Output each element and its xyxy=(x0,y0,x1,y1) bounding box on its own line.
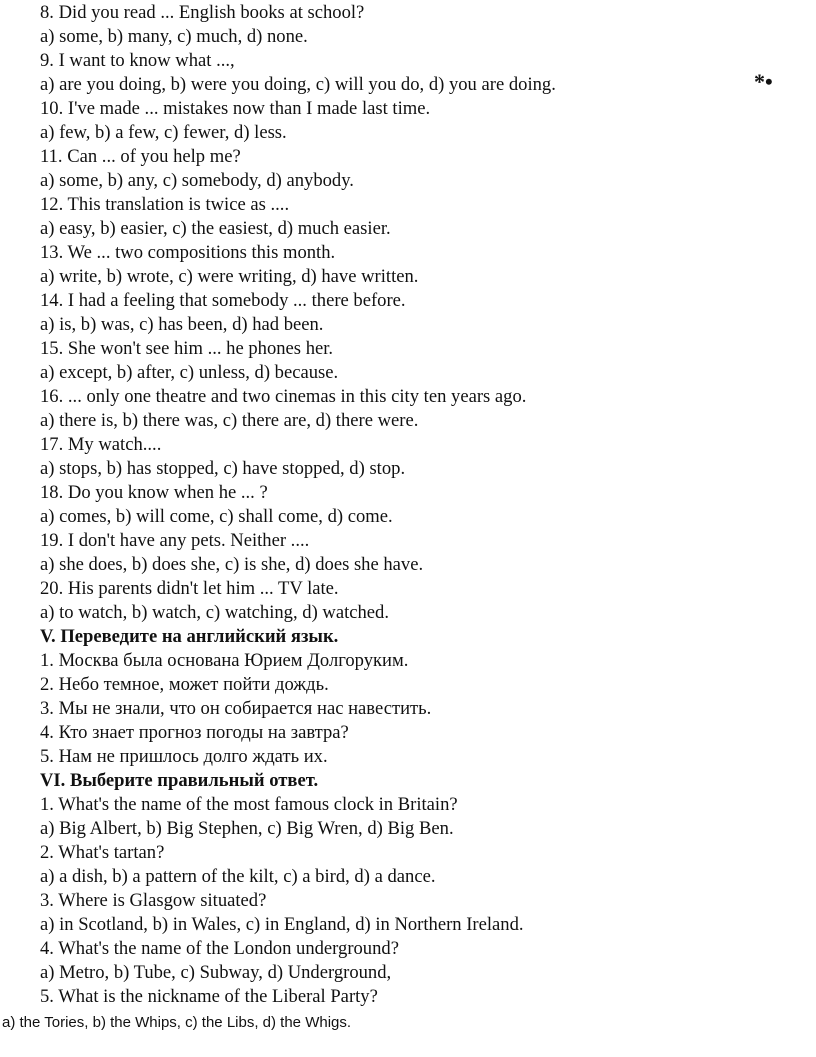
translate-item-1: 1. Москва была основана Юрием Долгоруким. xyxy=(40,650,409,671)
options-16: a) there is, b) there was, c) there are, d) there were. xyxy=(40,410,419,431)
quiz-question-2: 2. What's tartan? xyxy=(40,842,165,863)
quiz-options-3: a) in Scotland, b) in Wales, c) in England, d) in Northern Ireland. xyxy=(40,914,524,935)
question-10: 10. I've made ... mistakes now than I made last time. xyxy=(40,98,431,119)
quiz-question-3: 3. Where is Glasgow situated? xyxy=(40,890,267,911)
options-13: a) write, b) wrote, c) were writing, d) have written. xyxy=(40,266,419,287)
translate-item-3: 3. Мы не знали, что он собирается нас навестить. xyxy=(40,698,432,719)
question-11: 11. Can ... of you help me? xyxy=(40,146,241,167)
quiz-options-2: a) a dish, b) a pattern of the kilt, c) a bird, d) a dance. xyxy=(40,866,436,887)
options-18: a) comes, b) will come, c) shall come, d) come. xyxy=(40,506,393,527)
options-10: a) few, b) a few, c) fewer, d) less. xyxy=(40,122,287,143)
translate-item-5: 5. Нам не пришлось долго ждать их. xyxy=(40,746,328,767)
question-18: 18. Do you know when he ... ? xyxy=(40,482,268,503)
quiz-question-5: 5. What is the nickname of the Liberal Party? xyxy=(40,986,378,1007)
margin-mark: *• xyxy=(754,69,773,94)
options-11: a) some, b) any, c) somebody, d) anybody. xyxy=(40,170,354,191)
options-15: a) except, b) after, c) unless, d) because. xyxy=(40,362,339,383)
options-19: a) she does, b) does she, c) is she, d) does she have. xyxy=(40,554,424,575)
translate-item-2: 2. Небо темное, может пойти дождь. xyxy=(40,674,329,695)
options-20: a) to watch, b) watch, c) watching, d) watched. xyxy=(40,602,390,623)
quiz-options-4: a) Metro, b) Tube, c) Subway, d) Underground, xyxy=(40,962,392,983)
question-14: 14. I had a feeling that somebody ... there before. xyxy=(40,290,406,311)
quiz-options-5: a) the Tories, b) the Whips, c) the Libs, d) the Whigs. xyxy=(2,1014,352,1031)
question-19: 19. I don't have any pets. Neither .... xyxy=(40,530,310,551)
question-17: 17. My watch.... xyxy=(40,434,162,455)
options-9: a) are you doing, b) were you doing, c) will you do, d) you are doing. xyxy=(40,74,556,95)
options-8: a) some, b) many, c) much, d) none. xyxy=(40,26,308,47)
question-15: 15. She won't see him ... he phones her. xyxy=(40,338,334,359)
translate-item-4: 4. Кто знает прогноз погоды на завтра? xyxy=(40,722,349,743)
question-8: 8. Did you read ... English books at school? xyxy=(40,2,365,23)
question-9: 9. I want to know what ..., xyxy=(40,50,235,71)
options-12: a) easy, b) easier, c) the easiest, d) much easier. xyxy=(40,218,391,239)
section-vi-heading: VI. Выберите правильный ответ. xyxy=(40,770,319,791)
question-16: 16. ... only one theatre and two cinemas in this city ten years ago. xyxy=(40,386,527,407)
question-13: 13. We ... two compositions this month. xyxy=(40,242,336,263)
question-20: 20. His parents didn't let him ... TV late. xyxy=(40,578,339,599)
options-14: a) is, b) was, c) has been, d) had been. xyxy=(40,314,324,335)
options-17: a) stops, b) has stopped, c) have stopped, d) stop. xyxy=(40,458,406,479)
question-12: 12. This translation is twice as .... xyxy=(40,194,290,215)
quiz-options-1: a) Big Albert, b) Big Stephen, c) Big Wren, d) Big Ben. xyxy=(40,818,454,839)
quiz-question-4: 4. What's the name of the London underground? xyxy=(40,938,399,959)
section-v-heading: V. Переведите на английский язык. xyxy=(40,626,339,647)
quiz-question-1: 1. What's the name of the most famous clock in Britain? xyxy=(40,794,458,815)
